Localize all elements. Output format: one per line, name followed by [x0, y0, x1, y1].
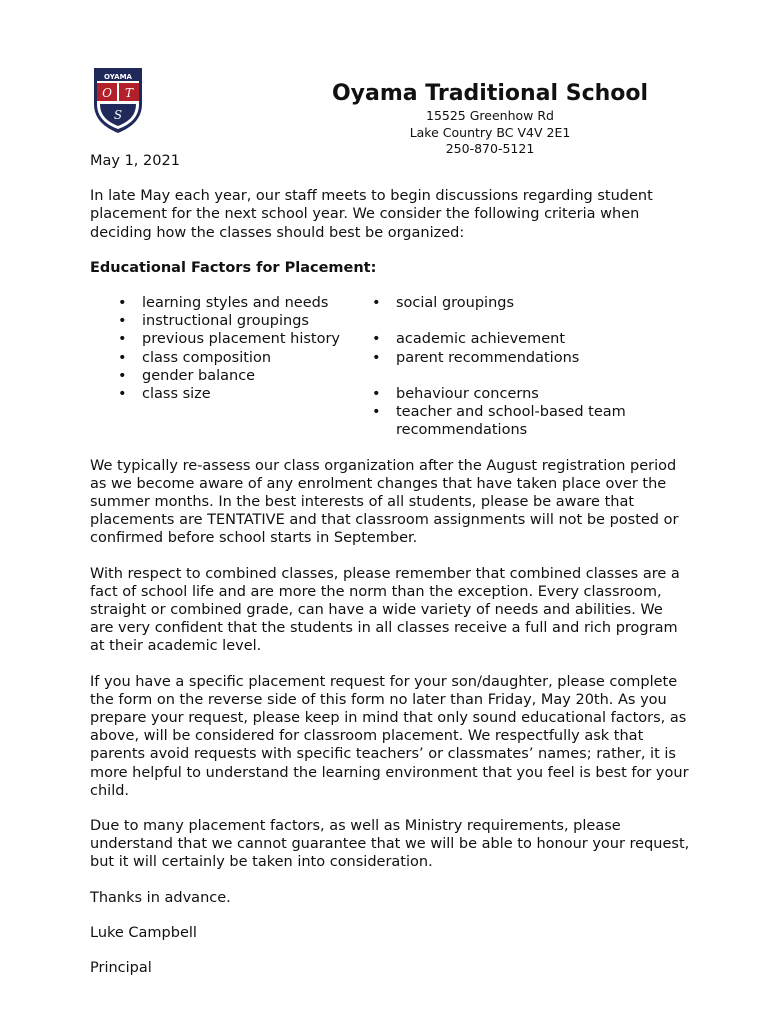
address-line-1: 15525 Greenhow Rd: [426, 108, 554, 123]
factors-heading: Educational Factors for Placement:: [90, 259, 377, 276]
address-line-2: Lake Country BC V4V 2E1: [409, 124, 571, 140]
intro-paragraph: In late May each year, our staff meets to begin discussions regarding student placement for the next school year. We consider the following criteria when deciding how the classes should best be organized:: [90, 188, 653, 241]
list-item: • gender balance: [114, 367, 342, 385]
school-crest-logo: [92, 66, 144, 134]
list-item: • behaviour concerns: [368, 385, 688, 403]
list-item: • parent recommendations: [368, 349, 688, 367]
combined-classes-paragraph: With respect to combined classes, please remember that combined classes are a fact of school life and are more the norm than the exception. Every classroom, straight or combined grade, can have a wide variety of needs and abilities. We are very confident that the students in all classes receive a full and rich program at their academic level.: [90, 565, 680, 655]
letter-body: [90, 152, 690, 994]
crest-banner-text: OYAMA: [104, 73, 132, 81]
placement-request-paragraph: If you have a specific placement request for your son/daughter, please complete the form on the reverse side of this form no later than Friday, May 20th. As you prepare your request, please keep in mind that only sound educational factors, as above, will be considered for classroom placement. We respectfully ask that parents avoid requests with specific teachers’ or classmates’ names; rather, it is more helpful to understand the learning environment that you feel is best for your child.: [90, 673, 689, 799]
list-item: • teacher and school-based team recommendations: [368, 403, 688, 439]
signature-name: Luke Campbell: [90, 924, 197, 941]
factors-list: [90, 294, 690, 440]
crest-letter-o: O: [102, 86, 112, 100]
school-name: Oyama Traditional School: [331, 81, 649, 106]
reassess-paragraph: We typically re-assess our class organization after the August registration period as we become aware of any enrolment changes that have taken place over the summer months. In the best interests of all students, please be aware that placements are TENTATIVE and that classroom assignments will not be posted or confirmed before school starts in September.: [90, 457, 679, 547]
list-item: • class size: [114, 385, 342, 403]
list-item: • learning styles and needs: [114, 294, 342, 312]
crest-letter-s: S: [113, 108, 123, 122]
signature-title: Principal: [90, 960, 152, 977]
list-item: • social groupings: [368, 294, 688, 312]
factors-left-column: [114, 294, 342, 440]
phone-number: 250-870-5121: [445, 141, 535, 156]
list-item: • academic achievement: [368, 330, 688, 348]
guarantee-paragraph: Due to many placement factors, as well as Ministry requirements, please understand that we cannot guarantee that we will be able to honour your request, but it will certainly be taken into consideration.: [90, 818, 690, 871]
list-item: • previous placement history: [114, 330, 342, 348]
list-item: • class composition: [114, 349, 342, 367]
list-item: • instructional groupings: [114, 312, 342, 330]
school-header: [310, 80, 670, 158]
crest-letter-t: T: [124, 86, 134, 100]
letter-date: May 1, 2021: [90, 153, 180, 169]
thanks-line: Thanks in advance.: [90, 889, 231, 906]
factors-right-column: [368, 294, 688, 440]
